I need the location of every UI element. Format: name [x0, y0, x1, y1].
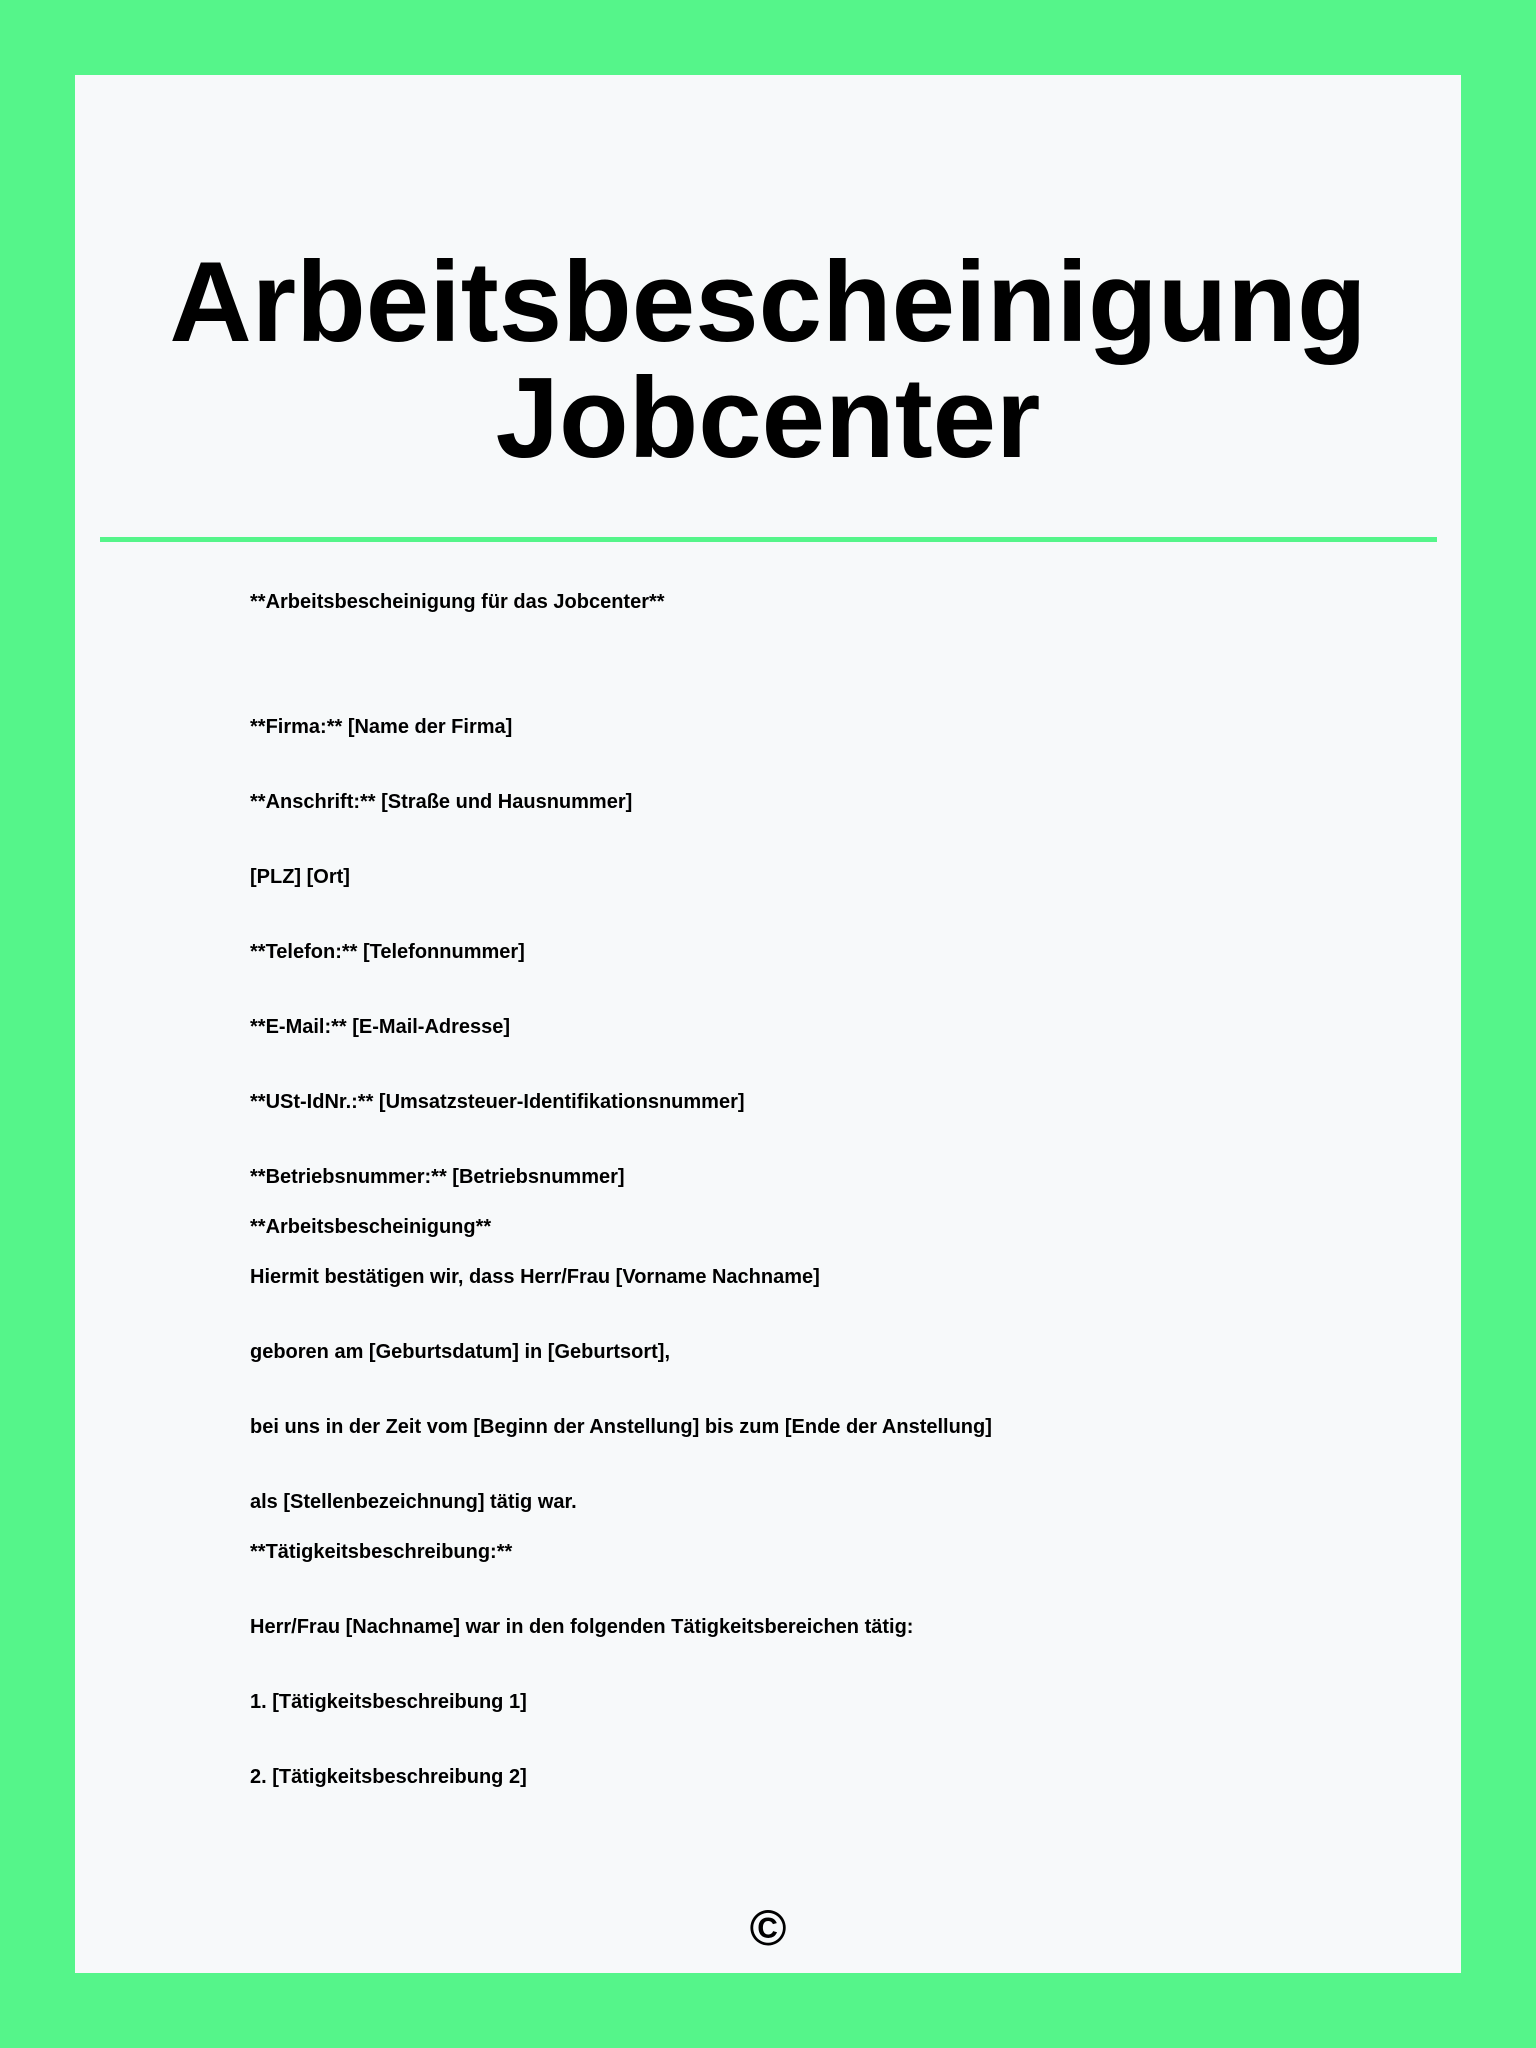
job-title-line: als [Stellenbezeichnung] tätig war. [250, 1491, 577, 1513]
employment-period-line: bei uns in der Zeit vom [Beginn der Anstellung] bis zum [Ende der Anstellung] [250, 1416, 992, 1438]
title-divider [100, 537, 1437, 542]
phone-line: **Telefon:** [Telefonnummer] [250, 941, 525, 963]
company-line: **Firma:** [Name der Firma] [250, 716, 513, 738]
confirmation-line: Hiermit bestätigen wir, dass Herr/Frau [Vorname Nachname] [250, 1266, 820, 1288]
email-line: **E-Mail:** [E-Mail-Adresse] [250, 1016, 511, 1038]
section-heading-certificate: **Arbeitsbescheinigung** [250, 1216, 492, 1238]
address-line: **Anschrift:** [Straße und Hausnummer] [250, 791, 633, 813]
vat-id-line: **USt-IdNr.:** [Umsatzsteuer-Identifikationsnummer] [250, 1091, 745, 1113]
activity-item-2: 2. [Tätigkeitsbeschreibung 2] [250, 1766, 527, 1788]
document-heading: **Arbeitsbescheinigung für das Jobcenter** [250, 591, 665, 613]
postal-city-line: [PLZ] [Ort] [250, 866, 350, 888]
company-number-line: **Betriebsnummer:** [Betriebsnummer] [250, 1166, 625, 1188]
title-line-2: Jobcenter [495, 355, 1041, 482]
birth-line: geboren am [Geburtsdatum] in [Geburtsort], [250, 1341, 671, 1363]
activities-intro-line: Herr/Frau [Nachname] war in den folgenden Tätigkeitsbereichen tätig: [250, 1616, 914, 1638]
activity-item-1: 1. [Tätigkeitsbeschreibung 1] [250, 1691, 527, 1713]
document-title [0, 239, 1536, 482]
copyright-symbol: © [749, 1900, 787, 1956]
title-line-1: Arbeitsbescheinigung [169, 239, 1367, 366]
section-heading-activities: **Tätigkeitsbeschreibung:** [250, 1541, 513, 1563]
